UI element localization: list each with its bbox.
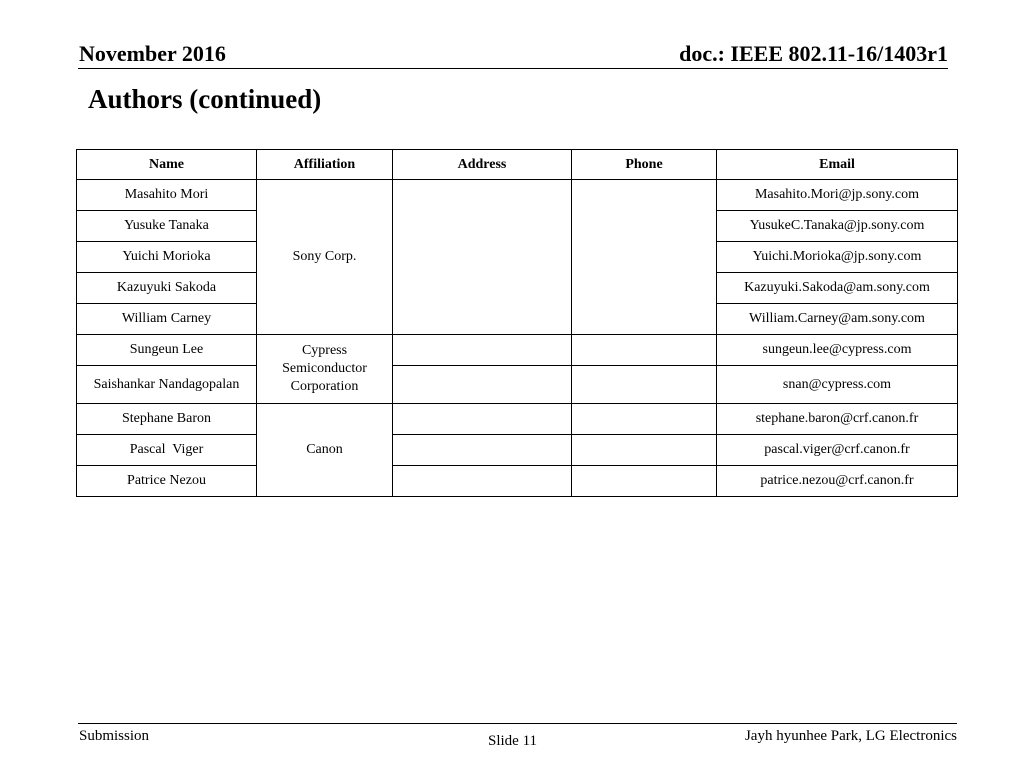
table-row [77, 435, 958, 466]
address-cell [393, 366, 572, 404]
phone-cell [572, 180, 717, 335]
header-date: November 2016 [79, 41, 226, 66]
affiliation-cell: Sony Corp. [257, 180, 393, 335]
column-header-address: Address [393, 150, 572, 180]
phone-cell [572, 404, 717, 435]
footer-submission: Submission [79, 728, 150, 744]
table-row [77, 466, 958, 497]
author-email: patrice.nezou@crf.canon.fr [717, 466, 958, 497]
author-email: Yuichi.Morioka@jp.sony.com [717, 242, 958, 273]
author-name: Yusuke Tanaka [77, 211, 257, 242]
affiliation-cell: Cypress Semiconductor Corporation [257, 335, 393, 404]
column-header-email: Email [717, 150, 958, 180]
author-email: sungeun.lee@cypress.com [717, 335, 958, 366]
author-name: Stephane Baron [77, 404, 257, 435]
author-name: Masahito Mori [77, 180, 257, 211]
phone-cell [572, 435, 717, 466]
table-row [77, 180, 958, 211]
address-cell [393, 466, 572, 497]
column-header-phone: Phone [572, 150, 717, 180]
author-name: Kazuyuki Sakoda [77, 273, 257, 304]
author-email: YusukeC.Tanaka@jp.sony.com [717, 211, 958, 242]
authors-table [76, 149, 958, 497]
author-name: William Carney [77, 304, 257, 335]
phone-cell [572, 335, 717, 366]
author-email: Masahito.Mori@jp.sony.com [717, 180, 958, 211]
column-header-name: Name [77, 150, 257, 180]
author-name: Yuichi Morioka [77, 242, 257, 273]
author-email: pascal.viger@crf.canon.fr [717, 435, 958, 466]
author-name: Sungeun Lee [77, 335, 257, 366]
table-row [77, 366, 958, 404]
author-email: William.Carney@am.sony.com [717, 304, 958, 335]
phone-cell [572, 466, 717, 497]
footer-author: Jayh hyunhee Park, LG Electronics [744, 728, 957, 744]
table-header-row [77, 150, 958, 180]
address-cell [393, 335, 572, 366]
header-divider [78, 68, 948, 69]
slide-title: Authors (continued) [88, 84, 322, 114]
author-email: Kazuyuki.Sakoda@am.sony.com [717, 273, 958, 304]
table-row [77, 335, 958, 366]
header-doc-id: doc.: IEEE 802.11-16/1403r1 [679, 41, 948, 66]
author-name: Saishankar Nandagopalan [77, 366, 257, 404]
author-name: Patrice Nezou [77, 466, 257, 497]
affiliation-cell: Canon [257, 404, 393, 497]
address-cell [393, 435, 572, 466]
column-header-affiliation: Affiliation [257, 150, 393, 180]
footer-divider [78, 723, 957, 724]
footer-slide-number: Slide 11 [488, 733, 538, 749]
phone-cell [572, 366, 717, 404]
address-cell [393, 404, 572, 435]
table-row [77, 404, 958, 435]
author-name: Pascal Viger [77, 435, 257, 466]
address-cell [393, 180, 572, 335]
author-email: snan@cypress.com [717, 366, 958, 404]
author-email: stephane.baron@crf.canon.fr [717, 404, 958, 435]
